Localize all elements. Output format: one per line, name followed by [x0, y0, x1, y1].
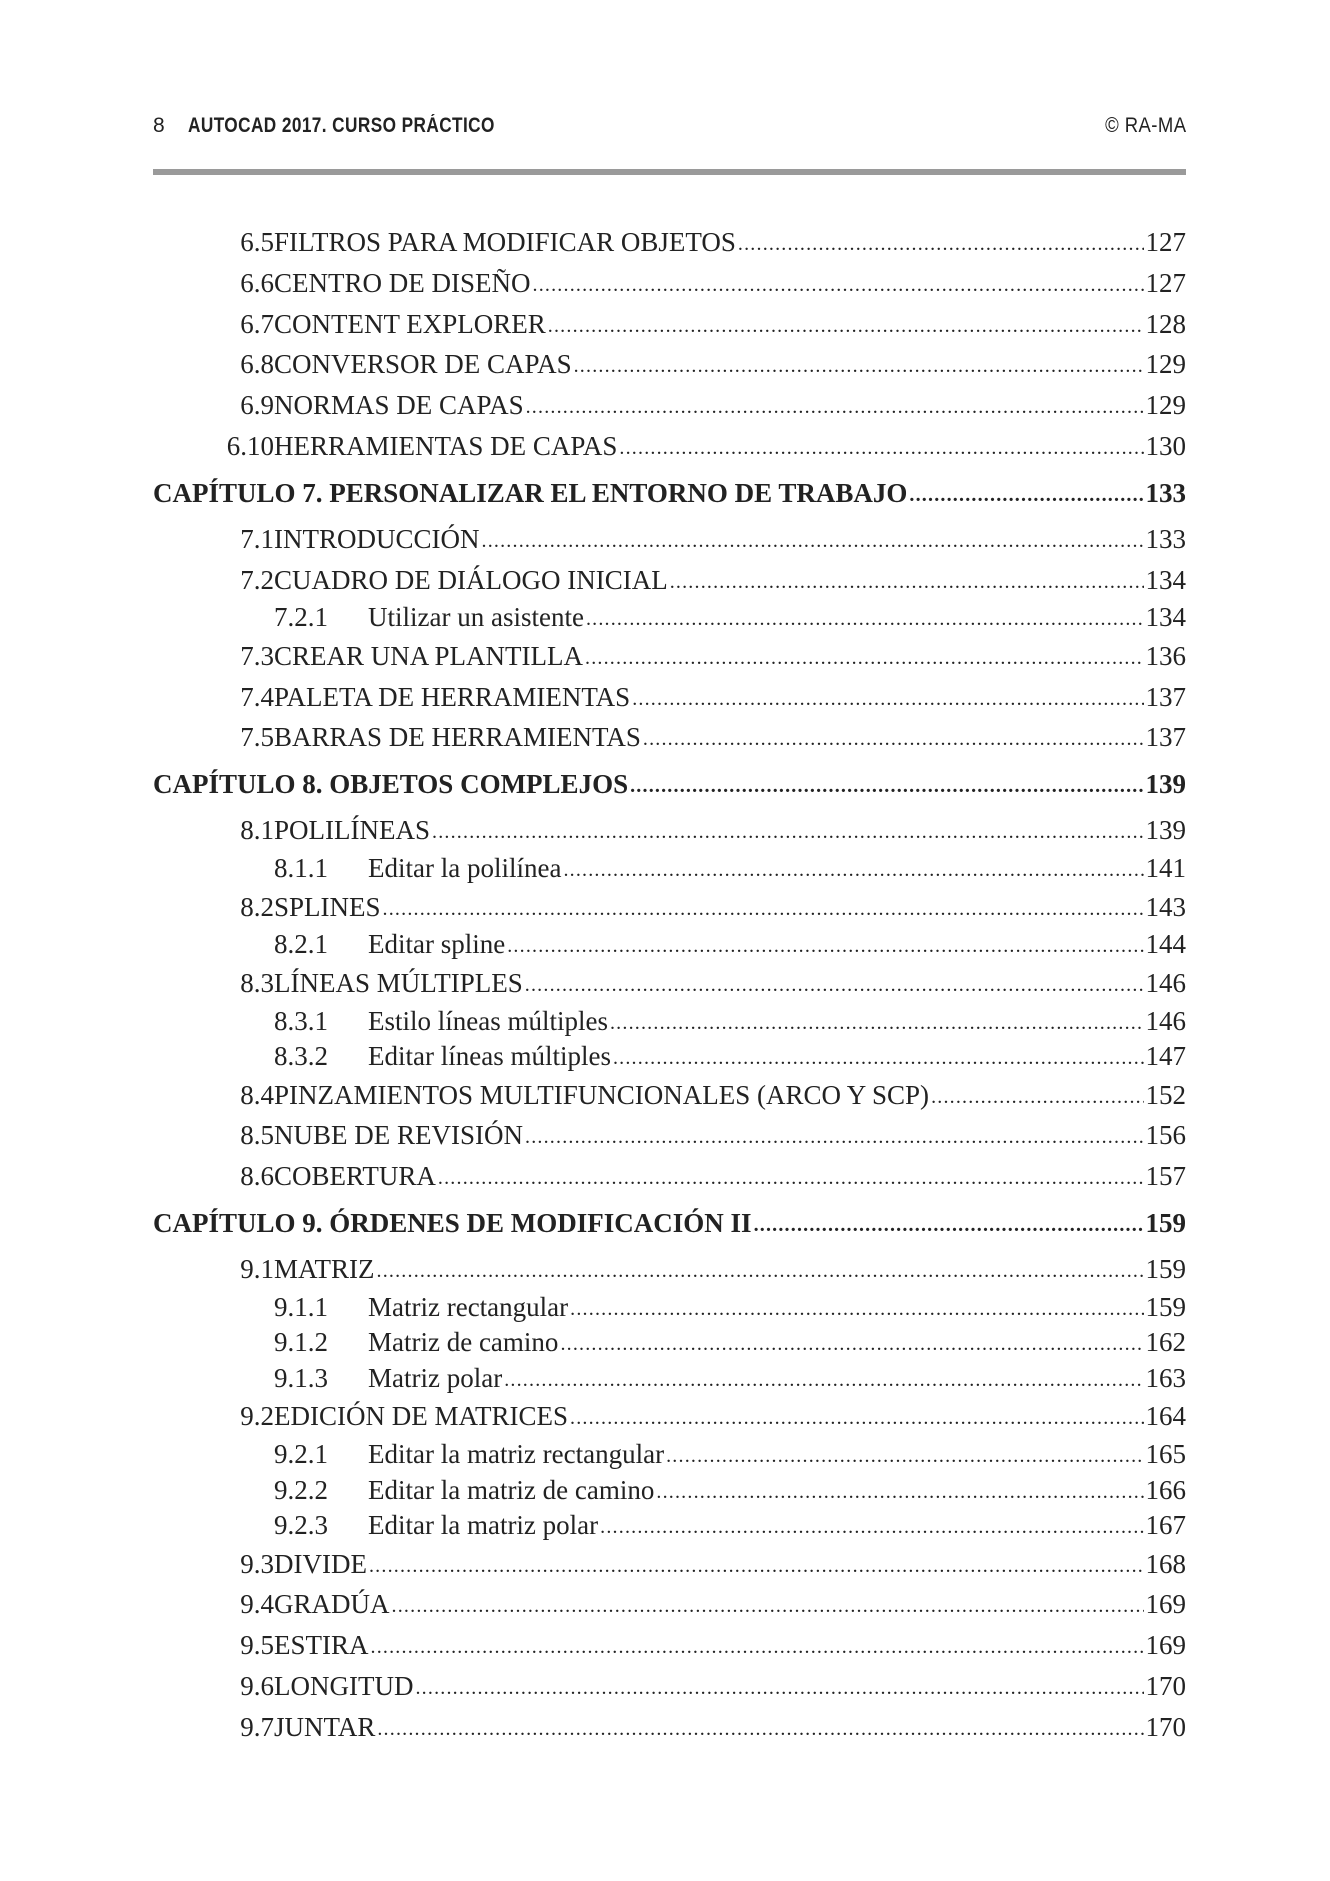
- toc-leader-dots: [570, 1289, 1143, 1328]
- toc-title: INTRODUCCIÓN: [274, 523, 480, 554]
- toc-subsection-row: [153, 851, 1186, 887]
- toc-page-number: 134: [1145, 564, 1186, 595]
- toc-page-number: 130: [1145, 430, 1186, 461]
- toc-subsection-row: [153, 1361, 1186, 1397]
- toc-section-row: [153, 344, 1186, 385]
- toc-leader-dots: [666, 1436, 1143, 1475]
- toc-number: 8.1.1: [274, 853, 328, 884]
- toc-title: CUADRO DE DIÁLOGO INICIAL: [274, 564, 668, 595]
- toc-page-number: 137: [1145, 722, 1186, 753]
- toc-chapter-row: [153, 1197, 1186, 1249]
- toc-page-number: 167: [1145, 1510, 1186, 1541]
- book-title: AUTOCAD 2017. CURSO PRÁCTICO: [188, 114, 495, 137]
- toc-leader-dots: [383, 886, 1144, 930]
- toc-section-row: [153, 385, 1186, 426]
- toc-leader-dots: [931, 1074, 1143, 1118]
- toc-number: 9.4: [240, 1589, 274, 1620]
- toc-title: Editar spline: [368, 929, 506, 960]
- toc-title: CENTRO DE DISEÑO: [274, 267, 531, 298]
- toc-page-number: 133: [1145, 477, 1186, 508]
- toc-chapter-row: [153, 758, 1186, 810]
- toc-leader-dots: [600, 1507, 1143, 1546]
- toc-title: CREAR UNA PLANTILLA: [274, 640, 583, 671]
- toc-number: 6.7: [240, 308, 274, 339]
- toc-page-number: 133: [1145, 523, 1186, 554]
- toc-number: 9.6: [240, 1671, 274, 1702]
- toc-page-number: 144: [1145, 929, 1186, 960]
- toc-number: 8.3: [240, 967, 274, 998]
- toc-number: 6.6: [240, 267, 274, 298]
- toc-section-row: [153, 636, 1186, 677]
- toc-number: 9.3: [240, 1548, 274, 1579]
- toc-section-row: [153, 1707, 1186, 1748]
- toc-number: 9.1.2: [274, 1327, 328, 1358]
- toc-page-number: 162: [1145, 1327, 1186, 1358]
- toc-number: 6.5: [240, 227, 274, 257]
- toc-subsection-row: [153, 1508, 1186, 1544]
- toc-number: 9.2.1: [274, 1439, 328, 1470]
- toc-title: EDICIÓN DE MATRICES: [274, 1401, 568, 1432]
- toc-subsection-row: [153, 1325, 1186, 1361]
- toc-leader-dots: [560, 1324, 1143, 1363]
- toc-chapter-row: [153, 467, 1186, 519]
- toc-page-number: 147: [1145, 1041, 1186, 1072]
- toc-leader-dots: [643, 716, 1144, 760]
- toc-page-number: 169: [1145, 1630, 1186, 1661]
- toc-title: CONTENT EXPLORER: [274, 308, 546, 339]
- toc-title: CAPÍTULO 9. ÓRDENES DE MODIFICACIÓN II: [153, 1208, 752, 1239]
- toc-title: Editar la matriz de camino: [368, 1474, 655, 1505]
- toc-page-number: 170: [1145, 1711, 1186, 1742]
- toc-number: 7.2.1: [274, 602, 328, 633]
- publisher-label: © RA-MA: [1104, 114, 1186, 137]
- toc-page-number: 129: [1145, 349, 1186, 380]
- toc-title: LÍNEAS MÚLTIPLES: [274, 967, 523, 998]
- toc-leader-dots: [507, 926, 1143, 965]
- toc-section-row: [153, 519, 1186, 560]
- toc-title: CONVERSOR DE CAPAS: [274, 349, 572, 380]
- toc-leader-dots: [525, 1114, 1144, 1158]
- toc-number: 8.2: [240, 891, 274, 922]
- toc-leader-dots: [574, 343, 1144, 387]
- toc-section-row: [153, 1115, 1186, 1156]
- toc-number: 7.2: [240, 564, 274, 595]
- toc-subsection-row: [153, 1473, 1186, 1509]
- toc-leader-dots: [369, 1543, 1144, 1587]
- toc-title: CAPÍTULO 8. OBJETOS COMPLEJOS: [153, 769, 629, 800]
- toc-title: Matriz de camino: [368, 1327, 559, 1358]
- toc-number: 8.1: [240, 815, 274, 846]
- toc-page-number: 169: [1145, 1589, 1186, 1620]
- toc-title: SPLINES: [274, 891, 381, 922]
- toc-title: NUBE DE REVISIÓN: [274, 1120, 523, 1151]
- toc-page-number: 146: [1145, 1005, 1186, 1036]
- toc-number: 9.7: [240, 1711, 274, 1742]
- toc-title: MATRIZ: [274, 1254, 375, 1285]
- page-header: [153, 110, 1186, 142]
- toc-number: 9.1.1: [274, 1291, 328, 1322]
- toc-page-number: 163: [1145, 1362, 1186, 1393]
- toc-leader-dots: [533, 262, 1144, 306]
- toc-title: Matriz rectangular: [368, 1291, 569, 1322]
- toc-page-number: 157: [1145, 1161, 1186, 1192]
- toc-subsection-row: [153, 1039, 1186, 1075]
- toc-section-row: [153, 1156, 1186, 1197]
- toc-leader-dots: [377, 1248, 1144, 1292]
- toc-leader-dots: [482, 518, 1144, 562]
- toc-leader-dots: [432, 809, 1144, 853]
- toc-page-number: 165: [1145, 1439, 1186, 1470]
- toc-title: BARRAS DE HERRAMIENTAS: [274, 722, 641, 753]
- toc-page-number: 143: [1145, 891, 1186, 922]
- toc-number: 8.2.1: [274, 929, 328, 960]
- toc-page-number: 168: [1145, 1548, 1186, 1579]
- toc-number: 7.5: [240, 722, 274, 753]
- toc-number: 9.2.2: [274, 1474, 328, 1505]
- toc-number: 6.8: [240, 349, 274, 380]
- toc-page-number: 139: [1145, 769, 1186, 800]
- toc-section-row: [153, 1075, 1186, 1116]
- toc-section-row: [153, 677, 1186, 718]
- toc-leader-dots: [619, 425, 1143, 469]
- toc-title: POLILÍNEAS: [274, 815, 430, 846]
- toc-number: 9.5: [240, 1630, 274, 1661]
- toc-leader-dots: [909, 466, 1143, 521]
- toc-page-number: 164: [1145, 1401, 1186, 1432]
- toc-page-number: 141: [1145, 853, 1186, 884]
- toc-page-number: 129: [1145, 390, 1186, 421]
- toc-section-row: [153, 1249, 1186, 1290]
- toc-page-number: 136: [1145, 640, 1186, 671]
- toc-number: 8.3.2: [274, 1041, 328, 1072]
- toc-leader-dots: [438, 1155, 1144, 1199]
- toc-title: JUNTAR: [274, 1711, 376, 1742]
- toc-leader-dots: [371, 1624, 1144, 1668]
- table-of-contents: [153, 222, 1186, 1748]
- toc-number: 8.5: [240, 1120, 274, 1151]
- toc-page-number: 127: [1145, 267, 1186, 298]
- toc-leader-dots: [563, 850, 1143, 889]
- toc-number: 7.1: [240, 523, 274, 554]
- toc-leader-dots: [670, 559, 1144, 603]
- toc-title: COBERTURA: [274, 1161, 436, 1192]
- toc-section-row: [153, 304, 1186, 345]
- page-number: 8: [153, 114, 166, 137]
- toc-number: 8.4: [240, 1079, 274, 1110]
- toc-page-number: 170: [1145, 1671, 1186, 1702]
- toc-title: Estilo líneas múltiples: [368, 1005, 608, 1036]
- toc-leader-dots: [415, 1665, 1143, 1709]
- toc-title: HERRAMIENTAS DE CAPAS: [274, 430, 618, 461]
- toc-section-row: [153, 560, 1186, 601]
- toc-leader-dots: [504, 1360, 1143, 1399]
- toc-number: 8.6: [240, 1161, 274, 1192]
- toc-title: NORMAS DE CAPAS: [274, 390, 524, 421]
- header-rule: [153, 169, 1186, 175]
- toc-leader-dots: [656, 1472, 1143, 1511]
- toc-title: Editar la matriz rectangular: [368, 1439, 665, 1470]
- toc-number: 6.9: [240, 390, 274, 421]
- toc-page-number: 156: [1145, 1120, 1186, 1151]
- toc-number: 7.3: [240, 640, 274, 671]
- toc-leader-dots: [585, 635, 1144, 679]
- toc-leader-dots: [392, 1583, 1144, 1627]
- toc-number: 6.10: [226, 430, 274, 461]
- toc-leader-dots: [526, 384, 1144, 428]
- toc-section-row: [153, 1396, 1186, 1437]
- toc-section-row: [153, 1625, 1186, 1666]
- toc-section-row: [153, 717, 1186, 758]
- toc-title: LONGITUD: [274, 1671, 414, 1702]
- toc-page-number: 128: [1145, 308, 1186, 339]
- toc-title: ESTIRA: [274, 1630, 369, 1661]
- toc-title: CAPÍTULO 7. PERSONALIZAR EL ENTORNO DE TRABAJO: [153, 477, 908, 508]
- toc-title: GRADÚA: [274, 1589, 390, 1620]
- toc-subsection-row: [153, 1290, 1186, 1326]
- toc-page-number: 159: [1145, 1254, 1186, 1285]
- toc-page-number: 159: [1145, 1291, 1186, 1322]
- toc-title: PALETA DE HERRAMIENTAS: [274, 681, 631, 712]
- toc-section-row: [153, 1544, 1186, 1585]
- toc-page-number: 146: [1145, 967, 1186, 998]
- toc-number: 9.1.3: [274, 1362, 328, 1393]
- toc-section-row: [153, 810, 1186, 851]
- toc-leader-dots: [630, 757, 1143, 812]
- toc-section-row: [153, 426, 1186, 467]
- toc-number: 9.1: [240, 1254, 274, 1285]
- toc-number: 9.2.3: [274, 1510, 328, 1541]
- toc-leader-dots: [738, 221, 1144, 265]
- toc-leader-dots: [610, 1003, 1144, 1042]
- toc-section-row: [153, 887, 1186, 928]
- toc-leader-dots: [754, 1196, 1144, 1251]
- toc-leader-dots: [548, 303, 1144, 347]
- toc-title: PINZAMIENTOS MULTIFUNCIONALES (ARCO Y SCP): [274, 1079, 930, 1110]
- toc-section-row: [153, 1584, 1186, 1625]
- toc-leader-dots: [377, 1706, 1143, 1750]
- toc-title: DIVIDE: [274, 1548, 367, 1579]
- toc-title: FILTROS PARA MODIFICAR OBJETOS: [274, 227, 736, 257]
- toc-subsection-row: [153, 600, 1186, 636]
- toc-section-row: [153, 222, 1186, 263]
- toc-subsection-row: [153, 1437, 1186, 1473]
- toc-leader-dots: [632, 676, 1143, 720]
- toc-number: 7.4: [240, 681, 274, 712]
- toc-title: Editar líneas múltiples: [368, 1041, 611, 1072]
- toc-section-row: [153, 1666, 1186, 1707]
- toc-subsection-row: [153, 1004, 1186, 1040]
- toc-number: 9.2: [240, 1401, 274, 1432]
- toc-leader-dots: [613, 1038, 1144, 1077]
- toc-leader-dots: [525, 962, 1144, 1006]
- toc-page-number: 134: [1145, 602, 1186, 633]
- toc-section-row: [153, 963, 1186, 1004]
- toc-page-number: 137: [1145, 681, 1186, 712]
- toc-title: Matriz polar: [368, 1362, 503, 1393]
- toc-page-number: 139: [1145, 815, 1186, 846]
- toc-title: Editar la polilínea: [368, 853, 562, 884]
- toc-page-number: 166: [1145, 1474, 1186, 1505]
- toc-page-number: 152: [1145, 1079, 1186, 1110]
- toc-leader-dots: [586, 599, 1144, 638]
- toc-section-row: [153, 263, 1186, 304]
- toc-page-number: 159: [1145, 1208, 1186, 1239]
- toc-title: Editar la matriz polar: [368, 1510, 599, 1541]
- toc-page-number: 127: [1145, 227, 1186, 257]
- toc-leader-dots: [570, 1395, 1144, 1439]
- toc-number: 8.3.1: [274, 1005, 328, 1036]
- toc-subsection-row: [153, 927, 1186, 963]
- toc-title: Utilizar un asistente: [368, 602, 584, 633]
